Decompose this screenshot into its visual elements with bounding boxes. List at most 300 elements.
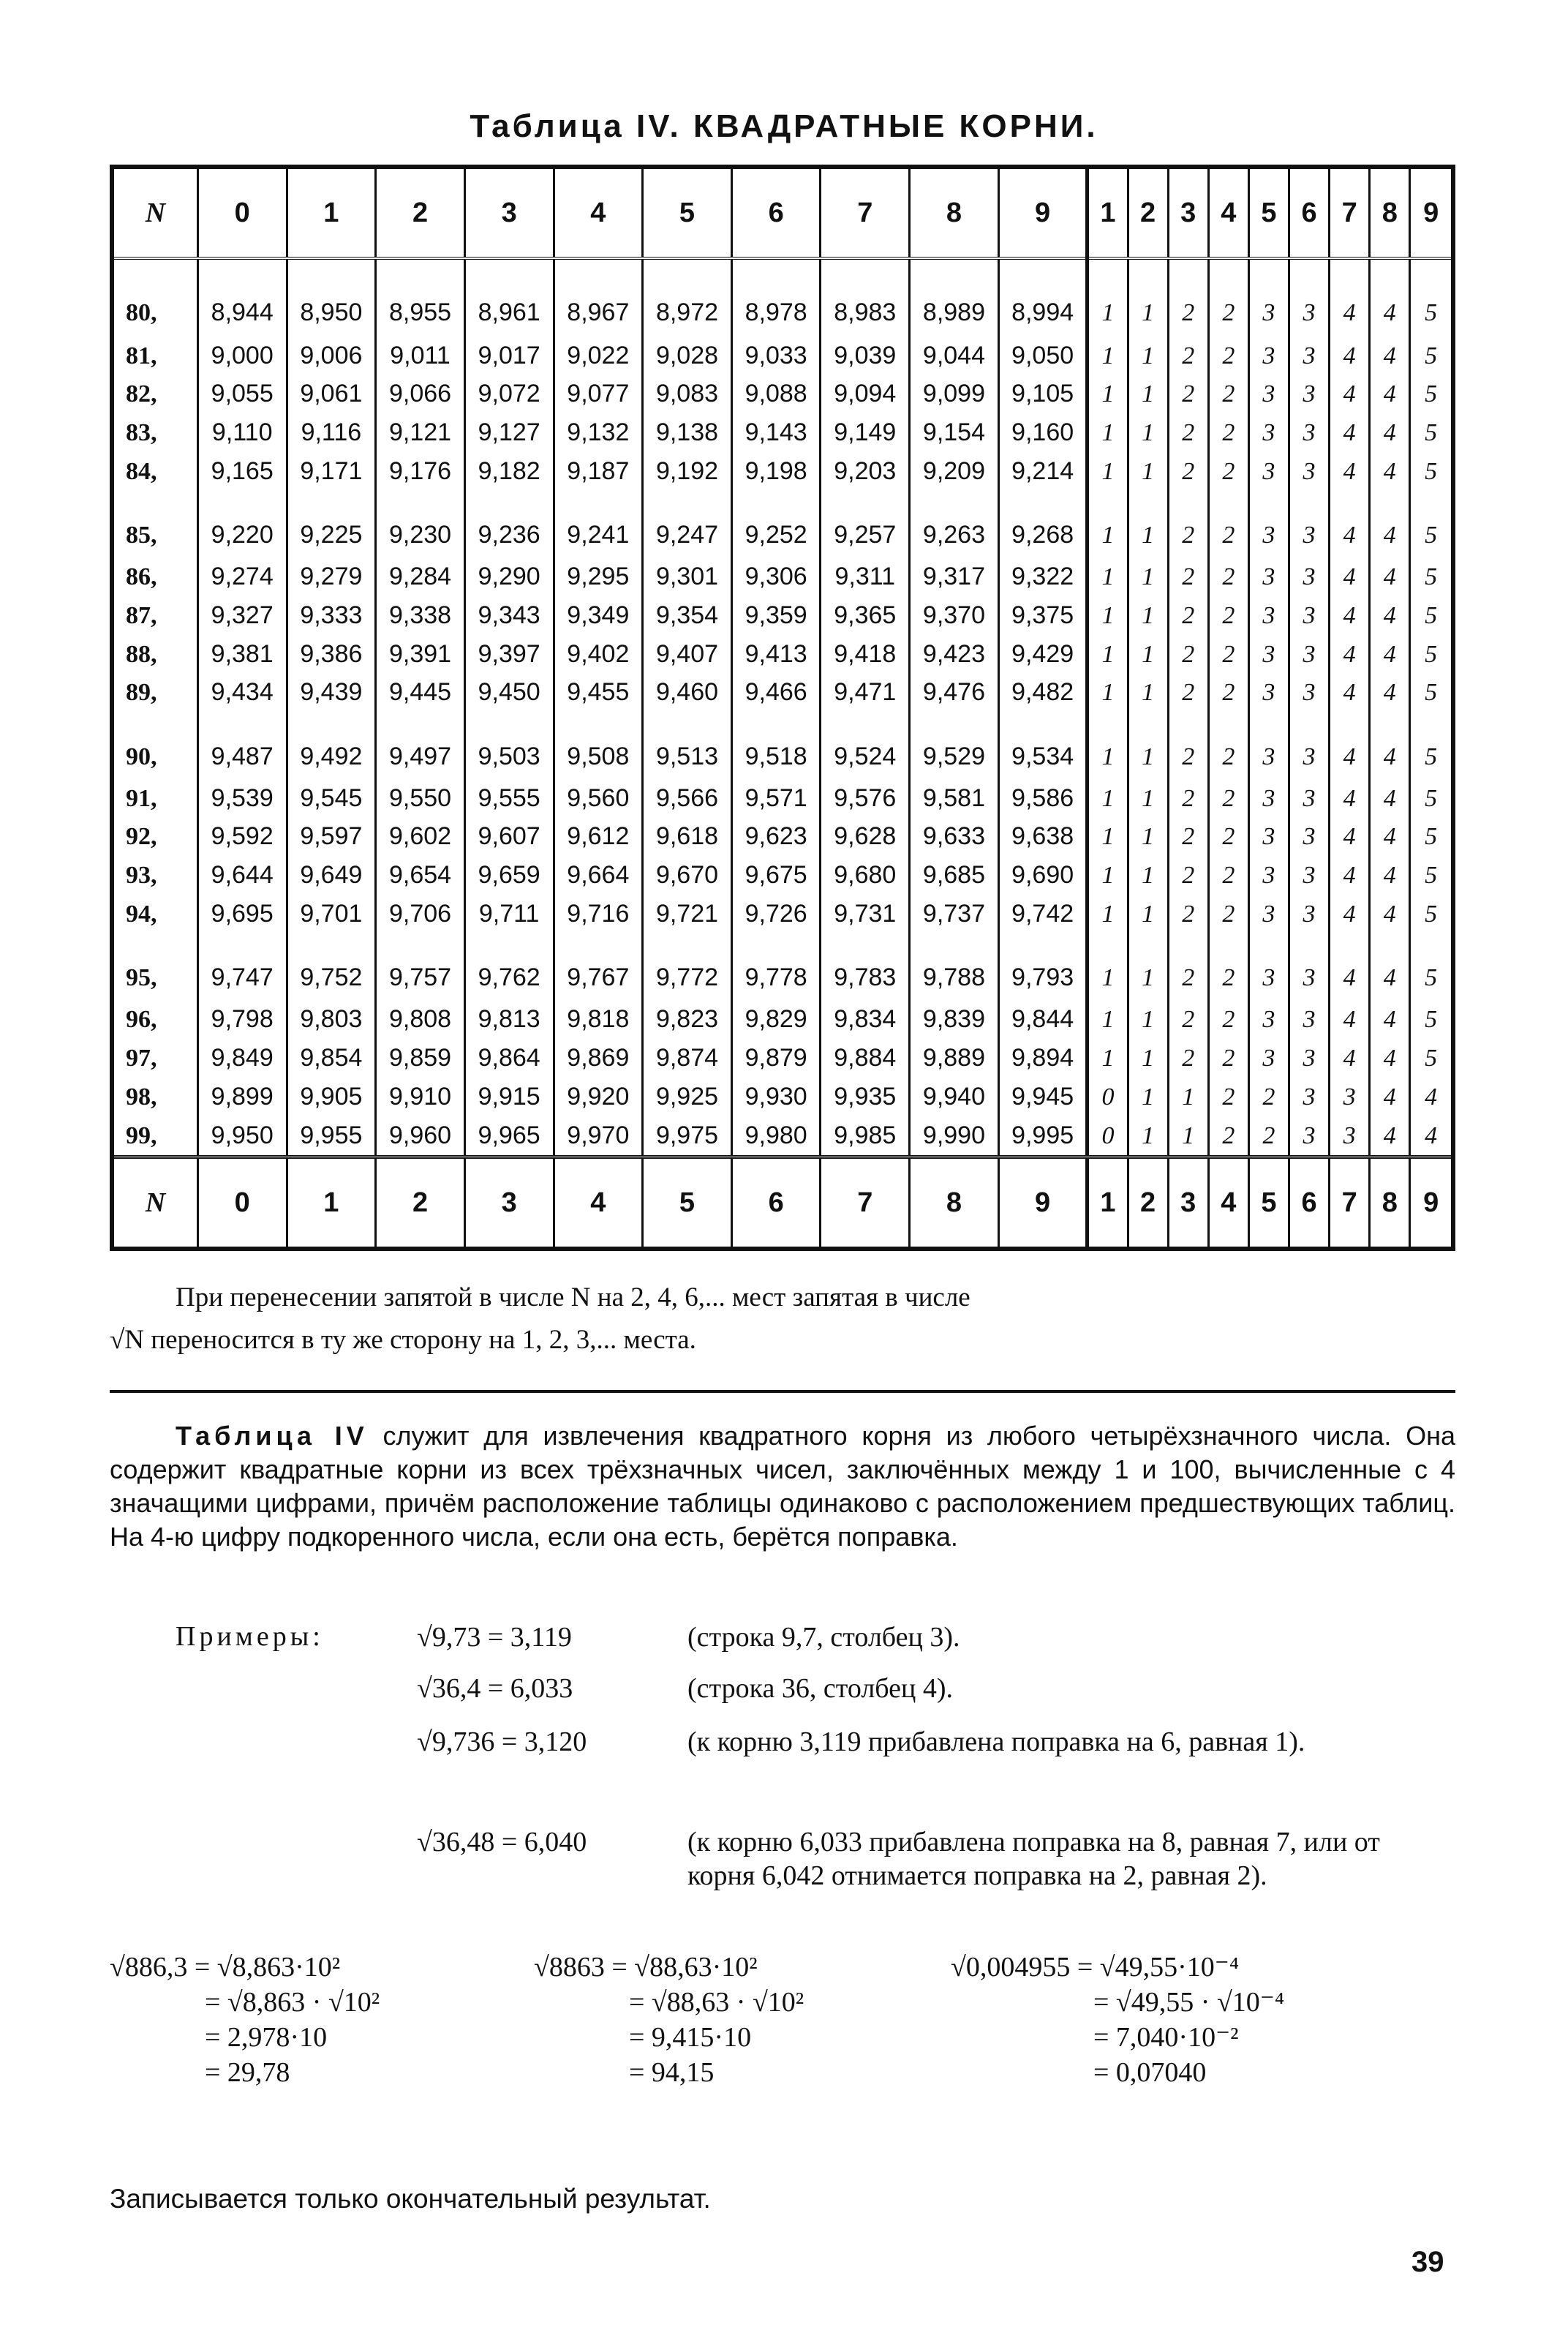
- example-formula: √36,48 = 6,040: [417, 1827, 587, 1857]
- root-value-cell: 9,088: [731, 375, 821, 414]
- root-value-cell: 9,413: [731, 635, 821, 674]
- root-value-cell: 9,375: [998, 596, 1088, 635]
- root-value-cell: 9,274: [197, 557, 287, 596]
- correction-cell: 1: [1128, 375, 1168, 414]
- correction-cell: 3: [1248, 895, 1289, 933]
- correction-cell: 2: [1168, 337, 1208, 375]
- root-value-cell: 9,915: [464, 1078, 554, 1116]
- correction-cell: 4: [1330, 557, 1370, 596]
- correction-cell: 3: [1248, 817, 1289, 856]
- correction-cell: 3: [1289, 413, 1329, 452]
- correction-cell: 4: [1330, 491, 1370, 557]
- root-value-cell: 9,869: [554, 1039, 643, 1078]
- table-row: [114, 712, 1451, 778]
- correction-cell: 4: [1370, 895, 1410, 933]
- root-value-cell: 9,788: [910, 933, 999, 1000]
- root-value-cell: 9,198: [731, 452, 821, 491]
- example-comment: (строка 36, столбец 4).: [687, 1673, 953, 1704]
- correction-cell: 5: [1410, 895, 1451, 933]
- correction-cell: 1: [1088, 856, 1128, 895]
- root-value-cell: 9,094: [821, 375, 910, 414]
- root-value-cell: 9,402: [554, 635, 643, 674]
- correction-cell: 3: [1248, 674, 1289, 713]
- root-value-cell: 9,386: [287, 635, 376, 674]
- row-label: 89,: [126, 679, 157, 707]
- correction-cell: 1: [1168, 1078, 1208, 1116]
- correction-cell: 5: [1410, 1039, 1451, 1078]
- correction-cell: 4: [1330, 933, 1370, 1000]
- correction-cell: 2: [1168, 674, 1208, 713]
- correction-cell: 4: [1370, 557, 1410, 596]
- root-value-cell: 9,849: [197, 1039, 287, 1078]
- correction-cell: 2: [1208, 1039, 1248, 1078]
- correction-cell: 3: [1289, 1116, 1329, 1157]
- header-cell: 9: [1410, 169, 1451, 258]
- correction-cell: 5: [1410, 635, 1451, 674]
- correction-cell: 1: [1088, 635, 1128, 674]
- correction-cell: 2: [1168, 375, 1208, 414]
- correction-cell: 3: [1248, 1039, 1289, 1078]
- correction-cell: 4: [1370, 933, 1410, 1000]
- correction-cell: 1: [1128, 933, 1168, 1000]
- row-label: 88,: [126, 640, 157, 668]
- footer-cell: 9: [1410, 1157, 1451, 1247]
- correction-cell: 2: [1168, 712, 1208, 778]
- correction-cell: 2: [1208, 375, 1248, 414]
- root-value-cell: 9,716: [554, 895, 643, 933]
- correction-cell: 3: [1248, 413, 1289, 452]
- root-value-cell: 8,967: [554, 258, 643, 337]
- root-value-cell: 9,033: [731, 337, 821, 375]
- calc-line: = 2,978·10: [205, 2022, 328, 2053]
- root-value-cell: 9,099: [910, 375, 999, 414]
- root-value-cell: 9,327: [197, 596, 287, 635]
- root-value-cell: 9,737: [910, 895, 999, 933]
- root-value-cell: 9,905: [287, 1078, 376, 1116]
- root-value-cell: 9,050: [998, 337, 1088, 375]
- root-value-cell: 9,066: [376, 375, 465, 414]
- root-value-cell: 9,571: [731, 779, 821, 818]
- correction-cell: 2: [1208, 337, 1248, 375]
- correction-cell: 3: [1289, 895, 1329, 933]
- table-row: [114, 491, 1451, 557]
- correction-cell: 1: [1128, 1000, 1168, 1039]
- root-value-cell: 9,864: [464, 1039, 554, 1078]
- correction-cell: 2: [1208, 413, 1248, 452]
- correction-cell: 4: [1330, 674, 1370, 713]
- correction-cell: 5: [1410, 712, 1451, 778]
- root-value-cell: 9,638: [998, 817, 1088, 856]
- root-value-cell: 9,295: [554, 557, 643, 596]
- correction-cell: 3: [1289, 1078, 1329, 1116]
- correction-cell: 3: [1330, 1078, 1370, 1116]
- correction-cell: 1: [1088, 895, 1128, 933]
- page-number: 39: [1411, 2246, 1444, 2278]
- footer-cell: 6: [731, 1157, 821, 1247]
- correction-cell: 3: [1289, 674, 1329, 713]
- correction-cell: 2: [1168, 1039, 1208, 1078]
- correction-cell: 3: [1289, 1039, 1329, 1078]
- root-value-cell: 9,612: [554, 817, 643, 856]
- correction-cell: 1: [1088, 258, 1128, 337]
- root-value-cell: 9,975: [643, 1116, 732, 1157]
- correction-cell: 2: [1208, 856, 1248, 895]
- correction-cell: 3: [1289, 933, 1329, 1000]
- root-value-cell: 9,659: [464, 856, 554, 895]
- correction-cell: 2: [1208, 452, 1248, 491]
- correction-cell: 2: [1168, 817, 1208, 856]
- correction-cell: 2: [1208, 1000, 1248, 1039]
- correction-cell: 4: [1370, 337, 1410, 375]
- root-value-cell: 9,487: [197, 712, 287, 778]
- row-label: 98,: [126, 1083, 157, 1111]
- calc-line: = √88,63 · √10²: [629, 1987, 804, 2018]
- root-value-cell: 9,985: [821, 1116, 910, 1157]
- footer-cell: 8: [1370, 1157, 1410, 1247]
- correction-cell: 4: [1330, 856, 1370, 895]
- calc-line: √0,004955 = √49,55·10⁻⁴: [951, 1952, 1240, 1983]
- root-value-cell: 9,132: [554, 413, 643, 452]
- table-row: [114, 413, 1451, 452]
- root-value-cell: 9,649: [287, 856, 376, 895]
- root-value-cell: 9,263: [910, 491, 999, 557]
- correction-cell: 1: [1088, 674, 1128, 713]
- table-row: [114, 635, 1451, 674]
- correction-cell: 1: [1128, 413, 1168, 452]
- calc-line: = √8,863 · √10²: [205, 1987, 380, 2018]
- table-row: [114, 375, 1451, 414]
- calc-line: √886,3 = √8,863·10²: [110, 1952, 341, 1983]
- root-value-cell: 9,061: [287, 375, 376, 414]
- root-value-cell: 9,524: [821, 712, 910, 778]
- root-value-cell: 9,778: [731, 933, 821, 1000]
- root-value-cell: 9,576: [821, 779, 910, 818]
- root-value-cell: 9,839: [910, 1000, 999, 1039]
- correction-cell: 2: [1168, 596, 1208, 635]
- correction-cell: 4: [1330, 452, 1370, 491]
- correction-cell: 2: [1168, 895, 1208, 933]
- root-value-cell: 9,182: [464, 452, 554, 491]
- root-value-cell: 9,623: [731, 817, 821, 856]
- correction-cell: 1: [1088, 817, 1128, 856]
- root-value-cell: 9,116: [287, 413, 376, 452]
- root-value-cell: 8,989: [910, 258, 999, 337]
- root-value-cell: 9,220: [197, 491, 287, 557]
- root-value-cell: 9,143: [731, 413, 821, 452]
- correction-cell: 5: [1410, 258, 1451, 337]
- root-value-cell: 9,874: [643, 1039, 732, 1078]
- correction-cell: 3: [1248, 779, 1289, 818]
- root-value-cell: 9,192: [643, 452, 732, 491]
- correction-cell: 4: [1370, 413, 1410, 452]
- correction-cell: 1: [1128, 779, 1168, 818]
- footer-cell: 2: [376, 1157, 465, 1247]
- root-value-cell: 9,726: [731, 895, 821, 933]
- table-row: [114, 933, 1451, 1000]
- root-value-cell: 9,466: [731, 674, 821, 713]
- correction-cell: 3: [1248, 635, 1289, 674]
- root-value-cell: 9,995: [998, 1116, 1088, 1157]
- correction-cell: 4: [1410, 1116, 1451, 1157]
- root-value-cell: 9,039: [821, 337, 910, 375]
- root-value-cell: 9,685: [910, 856, 999, 895]
- root-value-cell: 9,960: [376, 1116, 465, 1157]
- root-value-cell: 9,247: [643, 491, 732, 557]
- root-value-cell: 9,171: [287, 452, 376, 491]
- correction-cell: 4: [1370, 375, 1410, 414]
- header-cell: 2: [1128, 169, 1168, 258]
- root-value-cell: 9,279: [287, 557, 376, 596]
- correction-cell: 5: [1410, 596, 1451, 635]
- root-value-cell: 8,983: [821, 258, 910, 337]
- root-value-cell: 9,539: [197, 779, 287, 818]
- root-value-cell: 9,664: [554, 856, 643, 895]
- root-value-cell: 9,349: [554, 596, 643, 635]
- correction-cell: 4: [1370, 452, 1410, 491]
- final-note: Записывается только окончательный результат.: [110, 2184, 711, 2214]
- correction-cell: 5: [1410, 557, 1451, 596]
- root-value-cell: 9,354: [643, 596, 732, 635]
- root-value-cell: 9,834: [821, 1000, 910, 1039]
- root-value-cell: 9,225: [287, 491, 376, 557]
- correction-cell: 4: [1330, 635, 1370, 674]
- correction-cell: 3: [1289, 491, 1329, 557]
- root-value-cell: 9,910: [376, 1078, 465, 1116]
- root-value-cell: 9,859: [376, 1039, 465, 1078]
- correction-cell: 2: [1248, 1078, 1289, 1116]
- root-value-cell: 8,955: [376, 258, 465, 337]
- root-value-cell: 9,306: [731, 557, 821, 596]
- root-value-cell: 9,214: [998, 452, 1088, 491]
- header-cell: N: [114, 169, 197, 258]
- correction-cell: 2: [1208, 557, 1248, 596]
- root-value-cell: 9,940: [910, 1078, 999, 1116]
- correction-cell: 1: [1128, 712, 1168, 778]
- correction-cell: 1: [1128, 337, 1168, 375]
- header-cell: 7: [1330, 169, 1370, 258]
- correction-cell: 3: [1289, 817, 1329, 856]
- root-value-cell: 9,203: [821, 452, 910, 491]
- correction-cell: 4: [1330, 375, 1370, 414]
- correction-cell: 2: [1168, 413, 1208, 452]
- root-value-cell: 9,241: [554, 491, 643, 557]
- root-value-cell: 9,006: [287, 337, 376, 375]
- row-label: 96,: [126, 1006, 157, 1033]
- correction-cell: 3: [1248, 337, 1289, 375]
- root-value-cell: 9,752: [287, 933, 376, 1000]
- root-value-cell: 9,747: [197, 933, 287, 1000]
- root-value-cell: 8,944: [197, 258, 287, 337]
- row-label: 90,: [126, 743, 157, 770]
- correction-cell: 1: [1128, 557, 1168, 596]
- row-label: 97,: [126, 1044, 157, 1072]
- root-value-cell: 9,257: [821, 491, 910, 557]
- correction-cell: 4: [1370, 817, 1410, 856]
- root-value-cell: 9,322: [998, 557, 1088, 596]
- root-value-cell: 9,284: [376, 557, 465, 596]
- root-value-cell: 9,884: [821, 1039, 910, 1078]
- correction-cell: 5: [1410, 933, 1451, 1000]
- correction-cell: 1: [1128, 1116, 1168, 1157]
- correction-cell: 3: [1248, 375, 1289, 414]
- footer-cell: 5: [643, 1157, 732, 1247]
- root-value-cell: 9,711: [464, 895, 554, 933]
- root-value-cell: 8,978: [731, 258, 821, 337]
- root-value-cell: 9,586: [998, 779, 1088, 818]
- footer-cell: N: [114, 1157, 197, 1247]
- correction-cell: 4: [1330, 779, 1370, 818]
- table-row: [114, 1116, 1451, 1157]
- root-value-cell: 9,628: [821, 817, 910, 856]
- root-value-cell: 9,798: [197, 1000, 287, 1039]
- correction-cell: 1: [1128, 674, 1168, 713]
- header-cell: 7: [821, 169, 910, 258]
- header-cell: 8: [1370, 169, 1410, 258]
- root-value-cell: 9,818: [554, 1000, 643, 1039]
- row-label: 92,: [126, 823, 157, 851]
- correction-cell: 1: [1128, 1039, 1168, 1078]
- table-row: [114, 557, 1451, 596]
- correction-cell: 4: [1330, 337, 1370, 375]
- correction-cell: 2: [1208, 258, 1248, 337]
- correction-cell: 4: [1330, 817, 1370, 856]
- root-value-cell: 9,690: [998, 856, 1088, 895]
- correction-cell: 1: [1088, 452, 1128, 491]
- footer-cell: 7: [821, 1157, 910, 1247]
- root-value-cell: 9,028: [643, 337, 732, 375]
- paragraph-lead: Таблица IV: [176, 1421, 369, 1451]
- correction-cell: 1: [1128, 452, 1168, 491]
- footer-cell: 4: [554, 1157, 643, 1247]
- example-comment: (строка 9,7, столбец 3).: [687, 1622, 960, 1653]
- root-value-cell: 9,154: [910, 413, 999, 452]
- correction-cell: 3: [1248, 712, 1289, 778]
- calc-block: [534, 1950, 943, 2090]
- correction-cell: 1: [1128, 635, 1168, 674]
- footer-cell: 3: [1168, 1157, 1208, 1247]
- note-line-2: √N переносится в ту же сторону на 1, 2, 3,... места.: [110, 1325, 696, 1355]
- root-value-cell: 9,920: [554, 1078, 643, 1116]
- correction-cell: 1: [1088, 1000, 1128, 1039]
- root-value-cell: 9,894: [998, 1039, 1088, 1078]
- header-cell: 3: [464, 169, 554, 258]
- root-value-cell: 9,492: [287, 712, 376, 778]
- header-cell: 4: [1208, 169, 1248, 258]
- correction-cell: 4: [1370, 712, 1410, 778]
- header-cell: 1: [1088, 169, 1128, 258]
- root-value-cell: 9,209: [910, 452, 999, 491]
- correction-cell: 4: [1370, 1000, 1410, 1039]
- root-value-cell: 9,044: [910, 337, 999, 375]
- header-cell: 2: [376, 169, 465, 258]
- root-value-cell: 9,731: [821, 895, 910, 933]
- table-row: [114, 779, 1451, 818]
- correction-cell: 2: [1208, 596, 1248, 635]
- root-value-cell: 8,994: [998, 258, 1088, 337]
- correction-cell: 3: [1248, 1000, 1289, 1039]
- correction-cell: 1: [1088, 1039, 1128, 1078]
- correction-cell: 2: [1168, 258, 1208, 337]
- root-value-cell: 9,017: [464, 337, 554, 375]
- root-value-cell: 9,397: [464, 635, 554, 674]
- root-value-cell: 9,503: [464, 712, 554, 778]
- row-label: 95,: [126, 963, 157, 991]
- correction-cell: 5: [1410, 491, 1451, 557]
- correction-cell: 4: [1330, 712, 1370, 778]
- root-value-cell: 9,338: [376, 596, 465, 635]
- root-value-cell: 9,083: [643, 375, 732, 414]
- root-value-cell: 9,675: [731, 856, 821, 895]
- root-value-cell: 9,077: [554, 375, 643, 414]
- header-cell: 5: [643, 169, 732, 258]
- correction-cell: 4: [1330, 258, 1370, 337]
- correction-cell: 4: [1370, 856, 1410, 895]
- root-value-cell: 9,762: [464, 933, 554, 1000]
- correction-cell: 4: [1370, 635, 1410, 674]
- root-value-cell: 9,423: [910, 635, 999, 674]
- root-value-cell: 9,767: [554, 933, 643, 1000]
- root-value-cell: 9,955: [287, 1116, 376, 1157]
- root-value-cell: 9,176: [376, 452, 465, 491]
- header-cell: 9: [998, 169, 1088, 258]
- root-value-cell: 9,980: [731, 1116, 821, 1157]
- correction-cell: 2: [1208, 817, 1248, 856]
- root-value-cell: 9,602: [376, 817, 465, 856]
- root-value-cell: 9,187: [554, 452, 643, 491]
- correction-cell: 2: [1168, 856, 1208, 895]
- correction-cell: 2: [1208, 635, 1248, 674]
- correction-cell: 1: [1088, 596, 1128, 635]
- correction-cell: 2: [1168, 452, 1208, 491]
- root-value-cell: 9,508: [554, 712, 643, 778]
- root-value-cell: 9,813: [464, 1000, 554, 1039]
- correction-cell: 3: [1248, 596, 1289, 635]
- correction-cell: 3: [1330, 1116, 1370, 1157]
- correction-cell: 1: [1088, 413, 1128, 452]
- correction-cell: 4: [1330, 413, 1370, 452]
- correction-cell: 1: [1128, 895, 1168, 933]
- root-value-cell: 9,633: [910, 817, 999, 856]
- root-value-cell: 9,455: [554, 674, 643, 713]
- root-value-cell: 9,899: [197, 1078, 287, 1116]
- correction-cell: 3: [1289, 557, 1329, 596]
- root-value-cell: 9,482: [998, 674, 1088, 713]
- footer-cell: 3: [464, 1157, 554, 1247]
- row-label: 85,: [126, 522, 157, 549]
- footer-cell: 4: [1208, 1157, 1248, 1247]
- correction-cell: 4: [1330, 596, 1370, 635]
- root-value-cell: 9,844: [998, 1000, 1088, 1039]
- root-value-cell: 9,889: [910, 1039, 999, 1078]
- root-value-cell: 9,945: [998, 1078, 1088, 1116]
- correction-cell: 1: [1088, 779, 1128, 818]
- root-value-cell: 9,701: [287, 895, 376, 933]
- table-row: [114, 596, 1451, 635]
- root-value-cell: 9,930: [731, 1078, 821, 1116]
- root-value-cell: 9,854: [287, 1039, 376, 1078]
- root-value-cell: 9,680: [821, 856, 910, 895]
- correction-cell: 3: [1248, 452, 1289, 491]
- root-value-cell: 9,497: [376, 712, 465, 778]
- calc-line: = 0,07040: [1093, 2057, 1207, 2088]
- correction-cell: 2: [1208, 1116, 1248, 1157]
- root-value-cell: 9,742: [998, 895, 1088, 933]
- correction-cell: 1: [1088, 712, 1128, 778]
- root-value-cell: 9,471: [821, 674, 910, 713]
- page-title: Таблица IV. КВАДРАТНЫЕ КОРНИ.: [470, 108, 1098, 144]
- correction-cell: 2: [1168, 779, 1208, 818]
- table-row: [114, 452, 1451, 491]
